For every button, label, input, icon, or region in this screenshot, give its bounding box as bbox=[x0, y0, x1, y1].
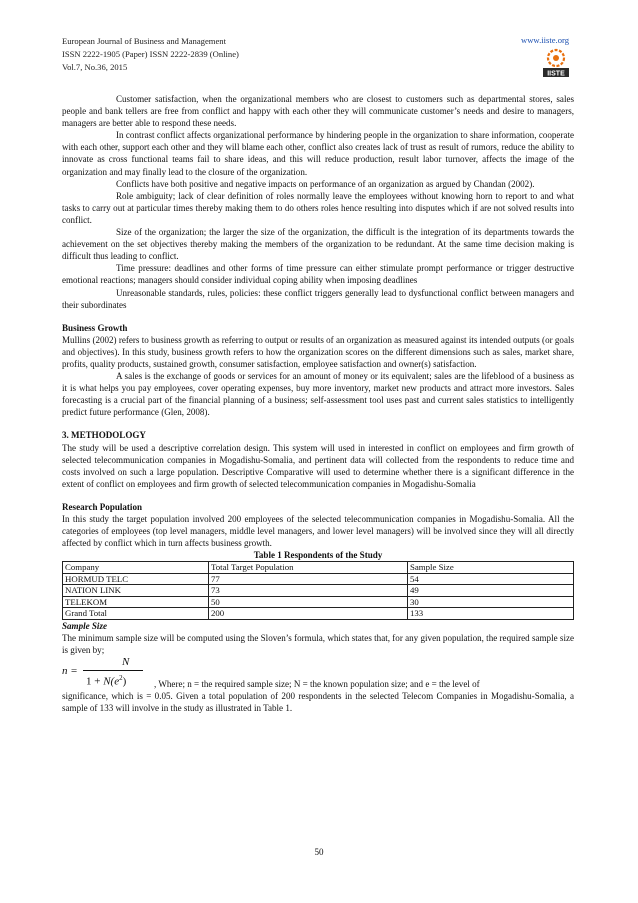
table-header-row bbox=[63, 562, 574, 574]
paragraph: Role ambiguity; lack of clear definition of roles normally leave the employees without knowing horn to report to and what tasks to carry out at particular times thereby making them to do others roles hence resulting into disputes which if are not solved results into conflict. bbox=[62, 190, 574, 225]
table-row bbox=[63, 596, 574, 608]
table-cell: TELEKOM bbox=[63, 596, 209, 608]
formula-denominator: $1 + N(e^2)$ bbox=[86, 674, 127, 688]
section-heading-research-population: Research Population bbox=[62, 501, 142, 512]
table-cell: NATION LINK bbox=[63, 585, 209, 597]
paragraph: Size of the organization; the larger the size of the organization, the difficult is the integration of its departments towards the achievement on the set objectives thereby making the members of the organization to be redundant. At the same time decision making is difficult thus leading to conflict. bbox=[62, 227, 574, 262]
table-cell: 200 bbox=[209, 608, 408, 620]
issn-line: ISSN 2222-1905 (Paper) ISSN 2222-2839 (Online) bbox=[62, 49, 239, 59]
fraction-bar bbox=[83, 670, 143, 671]
table-cell: 30 bbox=[408, 596, 574, 608]
journal-name: European Journal of Business and Management bbox=[62, 36, 226, 46]
table-cell: HORMUD TELC bbox=[63, 573, 209, 585]
paragraph: A sales is the exchange of goods or services for an amount of money or its equivalent; sales are the lifeblood of a business as it is what helps you pay employees, cover operating expenses, buy more inventory, market new products and attract more investors. Sales forecasting is a crucial part of the financial planning of a business; self-assessment tool uses past and current sales statistics to intelligently predict future performance (Glen, 2008). bbox=[62, 371, 574, 418]
table-header-cell: Company bbox=[63, 562, 209, 574]
table-cell: 73 bbox=[209, 585, 408, 597]
journal-website-link[interactable]: www.iiste.org bbox=[521, 35, 569, 45]
table-cell: 49 bbox=[408, 585, 574, 597]
respondents-table bbox=[62, 561, 574, 620]
paragraph: Conflicts have both positive and negative impacts on performance of an organization as argued by Chandan (2002). bbox=[116, 178, 535, 189]
table-cell: 133 bbox=[408, 608, 574, 620]
formula-explanation: , Where; n = the required sample size; N = the known population size; and e = the level of bbox=[154, 679, 480, 690]
logo-text: IISTE bbox=[547, 70, 565, 78]
table-caption: Table 1 Respondents of the Study bbox=[253, 550, 383, 561]
paragraph: In this study the target population involved 200 employees of the selected telecommunication companies in Mogadishu-Somalia. All the categories of employees (top level managers, middle level managers, and lower level managers) will be involved since they will all directly affected by conflict which in turn affects business growth. bbox=[62, 514, 574, 549]
paragraph: Time pressure: deadlines and other forms of time pressure can either stimulate prompt performance or trigger destructive emotional reactions; managers should consider individual coping ability when imposing deadlines bbox=[62, 263, 574, 286]
table-cell: 50 bbox=[209, 596, 408, 608]
table-row bbox=[63, 608, 574, 620]
volume-line: Vol.7, No.36, 2015 bbox=[62, 62, 128, 72]
paragraph: Customer satisfaction, when the organizational members who are closest to customers such as departmental stores, sales people and bank tellers are free from conflict and happy with each other they will communicate customer’s needs and desire to managers, managers are better able to respond these needs. bbox=[62, 94, 574, 129]
paragraph: The study will be used a descriptive correlation design. This system will used in interested in conflict on employees and firm growth of selected telecommunication companies in Mogadishu-Somalia, and pertinent data will collected from the respondents to reduce time and costs involved on such a large population. Descriptive Comparative will used to determine whether there is a significant difference in the extent of conflict on employees and firm growth of selected telecommunication companies in Mogadishu-Somalia bbox=[62, 442, 574, 489]
table-row bbox=[63, 573, 574, 585]
paragraph: In contrast conflict affects organizational performance by hindering people in the organization to share information, cooperate with each other, support each other and they will blame each other, conflict also creates lack of trust as result of rumors, reduce the ability to innovate as cross functional teams fail to share ideas, and this will reduce production, result labor turnover, affects the image of the organization and may finally lead to the closure of the organization. bbox=[62, 130, 574, 177]
main-text bbox=[62, 93, 574, 714]
paragraph: Unreasonable standards, rules, policies: these conflict triggers generally lead to dysfunctional conflict between managers and their subordinates bbox=[62, 287, 574, 310]
formula-lhs: n = bbox=[62, 665, 78, 678]
section-heading-business-growth: Business Growth bbox=[62, 322, 128, 333]
table-cell: Grand Total bbox=[63, 608, 209, 620]
table-row bbox=[63, 585, 574, 597]
table-header-cell: Sample Size bbox=[408, 562, 574, 574]
page-number: 50 bbox=[314, 847, 324, 857]
section-heading-sample-size: Sample Size bbox=[62, 620, 107, 631]
table-header-cell: Total Target Population bbox=[209, 562, 408, 574]
paragraph: Mullins (2002) refers to business growth as referring to output or results of an organization as measured against its intended outputs (or goals and objectives). In this study, business growth refers to how the organization scores on the different dimensions such as sales, market share, profits, quality products, sustained growth, consumer satisfaction, employee satisfaction and owner(s) satisfaction. bbox=[62, 334, 574, 369]
paragraph: significance, which is = 0.05. Given a total population of 200 respondents in the selected Telecom Companies in Mogadishu-Somalia, a sample of 133 will involve in the study as illustrated in Table 1. bbox=[62, 691, 574, 714]
table-cell: 77 bbox=[209, 573, 408, 585]
paragraph: The minimum sample size will be computed using the Sloven’s formula, which states that, for any given population, the required sample size is given by; bbox=[62, 632, 574, 656]
iiste-logo bbox=[541, 48, 571, 78]
slovin-formula bbox=[62, 656, 574, 690]
formula-numerator: N bbox=[122, 656, 130, 669]
section-heading-methodology: 3. METHODOLOGY bbox=[62, 430, 146, 441]
table-cell: 54 bbox=[408, 573, 574, 585]
